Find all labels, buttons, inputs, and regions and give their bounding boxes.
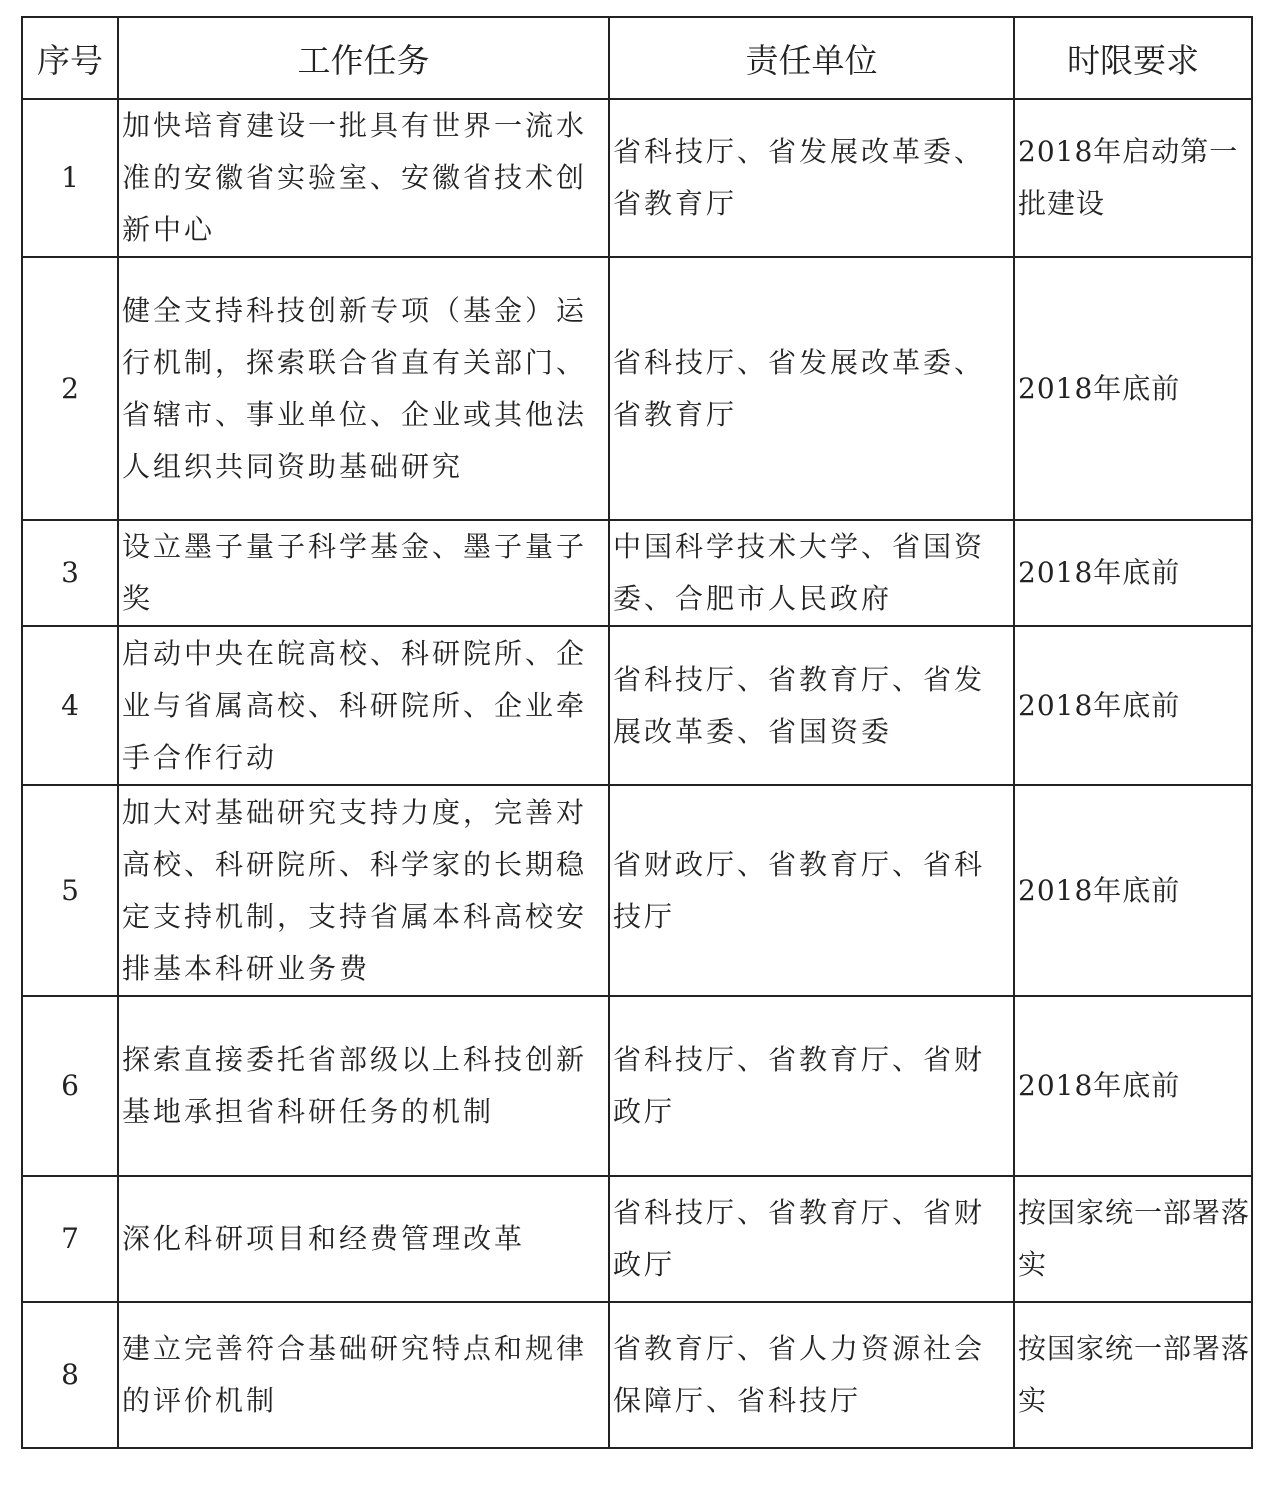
- deadline-cell: 2018年底前: [1014, 257, 1252, 520]
- task-cell: 探索直接委托省部级以上科技创新基地承担省科研任务的机制: [118, 996, 609, 1176]
- deadline-cell: 2018年启动第一批建设: [1014, 99, 1252, 257]
- task-cell: 加快培育建设一批具有世界一流水准的安徽省实验室、安徽省技术创新中心: [118, 99, 609, 257]
- task-cell: 深化科研项目和经费管理改革: [118, 1176, 609, 1302]
- deadline-cell: 2018年底前: [1014, 520, 1252, 626]
- header-no: 序号: [22, 17, 118, 99]
- header-unit: 责任单位: [609, 17, 1014, 99]
- header-deadline: 时限要求: [1014, 17, 1252, 99]
- task-cell: 建立完善符合基础研究特点和规律的评价机制: [118, 1302, 609, 1448]
- unit-cell: 省科技厅、省发展改革委、省教育厅: [609, 99, 1014, 257]
- row-number: 1: [22, 99, 118, 257]
- unit-cell: 省科技厅、省教育厅、省发展改革委、省国资委: [609, 626, 1014, 785]
- unit-cell: 中国科学技术大学、省国资委、合肥市人民政府: [609, 520, 1014, 626]
- header-row: [22, 17, 1252, 99]
- unit-cell: 省教育厅、省人力资源社会保障厅、省科技厅: [609, 1302, 1014, 1448]
- unit-cell: 省科技厅、省教育厅、省财政厅: [609, 996, 1014, 1176]
- unit-cell: 省科技厅、省发展改革委、省教育厅: [609, 257, 1014, 520]
- task-table: [21, 16, 1253, 1449]
- table-row: [22, 99, 1252, 257]
- deadline-cell: 按国家统一部署落实: [1014, 1176, 1252, 1302]
- header-task: 工作任务: [118, 17, 609, 99]
- deadline-cell: 2018年底前: [1014, 626, 1252, 785]
- row-number: 2: [22, 257, 118, 520]
- row-number: 4: [22, 626, 118, 785]
- deadline-cell: 2018年底前: [1014, 785, 1252, 996]
- task-cell: 启动中央在皖高校、科研院所、企业与省属高校、科研院所、企业牵手合作行动: [118, 626, 609, 785]
- table-row: [22, 1176, 1252, 1302]
- task-cell: 设立墨子量子科学基金、墨子量子奖: [118, 520, 609, 626]
- unit-cell: 省科技厅、省教育厅、省财政厅: [609, 1176, 1014, 1302]
- table-row: [22, 996, 1252, 1176]
- deadline-cell: 2018年底前: [1014, 996, 1252, 1176]
- row-number: 5: [22, 785, 118, 996]
- unit-cell: 省财政厅、省教育厅、省科技厅: [609, 785, 1014, 996]
- row-number: 8: [22, 1302, 118, 1448]
- task-cell: 加大对基础研究支持力度，完善对高校、科研院所、科学家的长期稳定支持机制，支持省属本科高校安排基本科研业务费: [118, 785, 609, 996]
- row-number: 6: [22, 996, 118, 1176]
- table-row: [22, 257, 1252, 520]
- row-number: 3: [22, 520, 118, 626]
- table-row: [22, 1302, 1252, 1448]
- row-number: 7: [22, 1176, 118, 1302]
- table-row: [22, 785, 1252, 996]
- table-row: [22, 520, 1252, 626]
- deadline-cell: 按国家统一部署落实: [1014, 1302, 1252, 1448]
- task-cell: 健全支持科技创新专项（基金）运行机制，探索联合省直有关部门、省辖市、事业单位、企业或其他法人组织共同资助基础研究: [118, 257, 609, 520]
- table-row: [22, 626, 1252, 785]
